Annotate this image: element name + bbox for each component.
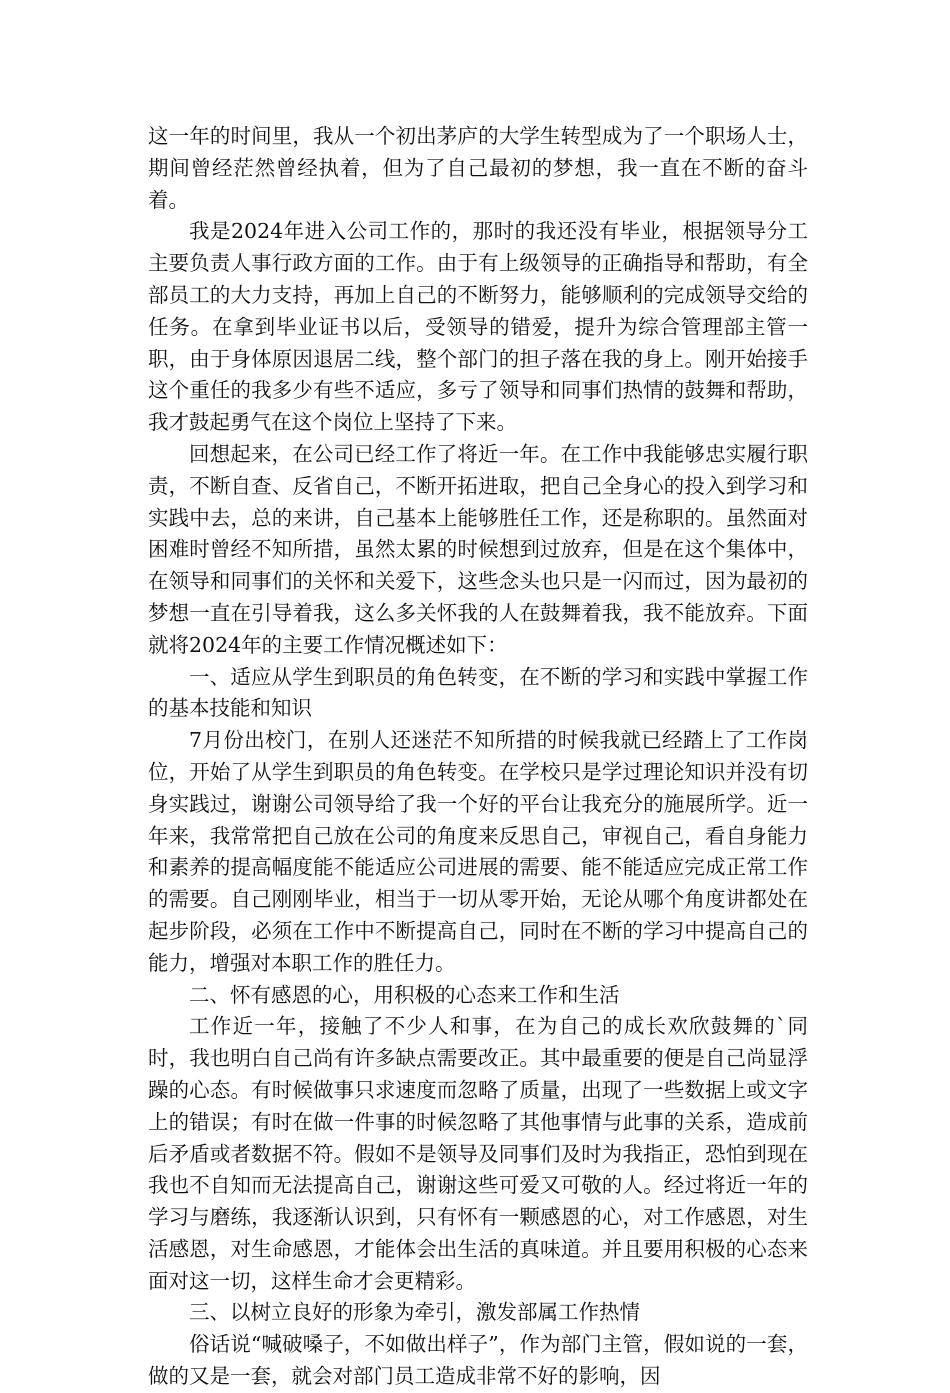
section-heading-2: 二、怀有感恩的心，用积极的心态来工作和生活 xyxy=(189,982,620,1007)
section-heading-1: 一、适应从学生到职员的角色转变，在不断的学习和实践中掌握工作的基本技能和知识 xyxy=(148,664,808,721)
paragraph-role-model: 俗话说“喊破嗓子，不如做出样子”，作为部门主管，假如说的一套，做的又是一套，就会对部门员工造成非常不好的影响，因 xyxy=(148,1332,808,1389)
paragraph-review: 回想起来，在公司已经工作了将近一年。在工作中我能够忠实履行职责，不断自查、反省自己，不断开拓进取，把自己全身心的投入到学习和实践中去，总的来讲，自己基本上能够胜任工作，还是称职的。虽然面对困难时曾经不知所措，虽然太累的时候想到过放弃，但是在这个集体中，在领导和同事们的关怀和关爱下，这些念头也只是一闪而过，因为最初的梦想一直在引导着我，这么多关怀我的人在鼓舞着我，我不能放弃。下面就将2024年的主要工作情况概述如下： xyxy=(148,441,808,657)
section-heading-3: 三、以树立良好的形象为牵引，激发部属工作热情 xyxy=(189,1300,640,1325)
paragraph-intro: 这一年的时间里，我从一个初出茅庐的大学生转型成为了一个职场人士，期间曾经茫然曾经执着，但为了自己最初的梦想，我一直在不断的奋斗着。 xyxy=(148,124,808,212)
document-page xyxy=(148,121,808,1393)
paragraph-gratitude: 工作近一年，接触了不少人和事，在为自己的成长欢欣鼓舞的`同时，我也明白自己尚有许多缺点需要改正。其中最重要的便是自己尚显浮躁的心态。有时候做事只求速度而忽略了质量，出现了一些数据上或文字上的错误；有时在做一件事的时候忽略了其他事情与此事的关系，造成前后矛盾或者数据不符。假如不是领导及同事们及时为我指正，恐怕到现在我也不自知而无法提高自己，谢谢这些可爱又可敬的人。经过将近一年的学习与磨练，我逐渐认识到，只有怀有一颗感恩的心，对工作感恩，对生活感恩，对生命感恩，才能体会出生活的真味道。并且要用积极的心态来面对这一切，这样生命才会更精彩。 xyxy=(148,1014,808,1293)
paragraph-role-change: 7月份出校门，在别人还迷茫不知所措的时候我就已经踏上了工作岗位，开始了从学生到职员的角色转变。在学校只是学过理论知识并没有切身实践过，谢谢公司领导给了我一个好的平台让我充分的施展所学。近一年来，我常常把自己放在公司的角度来反思自己，审视自己，看自身能力和素养的提高幅度能不能适应公司进展的需要、能不能适应完成正常工作的需要。自己刚刚毕业，相当于一切从零开始，无论从哪个角度讲都处在起步阶段，必须在工作中不断提高自己，同时在不断的学习中提高自己的能力，增强对本职工作的胜任力。 xyxy=(148,728,808,975)
paragraph-joining-company: 我是2024年进入公司工作的，那时的我还没有毕业，根据领导分工主要负责人事行政方面的工作。由于有上级领导的正确指导和帮助，有全部员工的大力支持，再加上自己的不断努力，能够顺利的完成领导交给的任务。在拿到毕业证书以后，受领导的错爱，提升为综合管理部主管一职，由于身体原因退居二线，整个部门的担子落在我的身上。刚开始接手这个重任的我多少有些不适应，多亏了领导和同事们热情的鼓舞和帮助，我才鼓起勇气在这个岗位上坚持了下来。 xyxy=(148,219,808,435)
